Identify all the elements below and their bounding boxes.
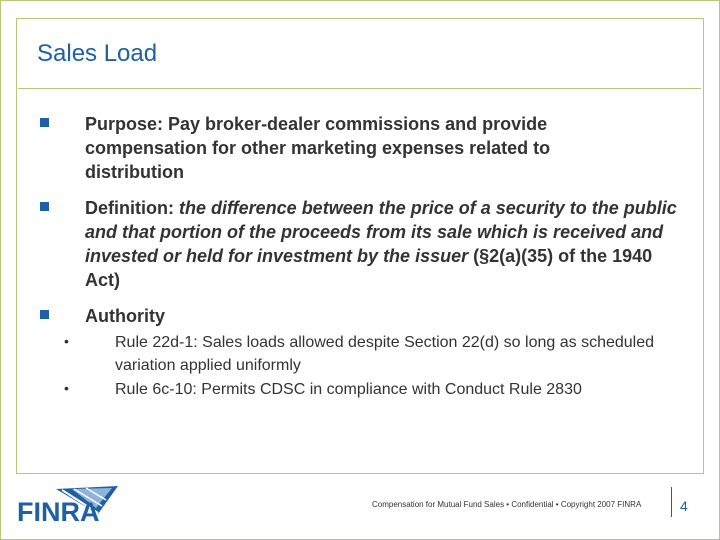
bullet-square-icon: [40, 118, 49, 127]
definition-bullet: [85, 196, 685, 292]
page-number: 4: [680, 498, 688, 514]
sub-bullet-dot-icon: •: [64, 333, 69, 349]
authority-subitem-rule-22d-1: Rule 22d-1: Sales loads allowed despite Section 22(d) so long as scheduled variation applied uniformly: [115, 334, 655, 374]
slide-title: Sales Load: [37, 40, 158, 67]
purpose-label: Purpose:: [85, 114, 169, 134]
definition-citation: (§2(a)(35) of the 1940 Act): [85, 246, 653, 290]
bullet-square-icon: [40, 310, 49, 319]
purpose-bullet: [85, 112, 645, 184]
title-divider: [18, 88, 701, 89]
authority-bullet: Authority: [85, 306, 165, 326]
footer-text: Compensation for Mutual Fund Sales • Confidential • Copyright 2007 FINRA: [372, 500, 642, 509]
authority-subitem-rule-6c-10: Rule 6c-10: Permits CDSC in compliance with Conduct Rule 2830: [115, 381, 582, 398]
footer-divider: [671, 487, 672, 517]
finra-logo: [14, 484, 124, 526]
logo-wordmark: FINRA: [17, 497, 100, 526]
definition-label: Definition:: [85, 198, 179, 218]
definition-text: the difference between the price of a security to the public and that portion of the proceeds from its sale which is received and invested or held for investment by the issuer: [85, 198, 677, 266]
sub-bullet-dot-icon: •: [64, 380, 69, 396]
purpose-text: Pay broker-dealer commissions and provide compensation for other marketing expenses related to distribution: [85, 114, 551, 182]
bullet-square-icon: [40, 202, 49, 211]
